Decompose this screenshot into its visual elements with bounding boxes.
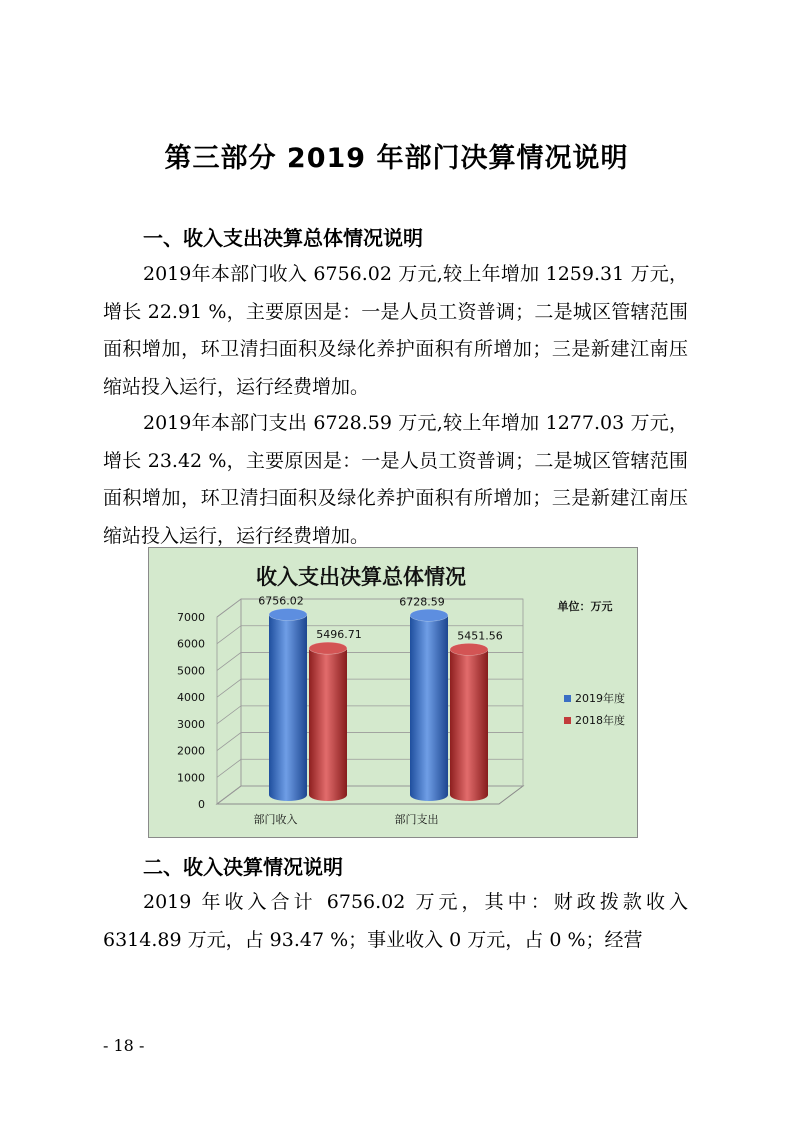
page-number: - 18 - bbox=[103, 1036, 145, 1055]
chart-y-tick-label: 4000 bbox=[177, 691, 205, 705]
chart-y-tick-label: 2000 bbox=[177, 744, 205, 758]
chart-legend-swatch bbox=[564, 695, 571, 702]
page-title: 第三部分 2019 年部门决算情况说明 bbox=[164, 143, 629, 174]
section-heading-2: 二、收入决算情况说明 bbox=[143, 855, 343, 879]
chart-bar bbox=[269, 615, 307, 801]
chart-legend-swatch bbox=[564, 717, 571, 724]
chart-data-label: 6728.59 bbox=[399, 595, 445, 609]
chart-bar bbox=[410, 615, 448, 801]
chart-data-label: 5496.71 bbox=[316, 628, 362, 642]
chart-svg bbox=[149, 548, 636, 836]
chart-data-label: 6756.02 bbox=[258, 594, 304, 608]
chart-bar-top bbox=[450, 643, 488, 655]
chart-side-wall bbox=[217, 599, 241, 804]
chart-unit-label: 单位：万元 bbox=[557, 600, 613, 613]
chart-income-expenditure bbox=[148, 547, 638, 838]
chart-bar-top bbox=[410, 609, 448, 621]
paragraph-expenditure: 2019年本部门支出 6728.59 万元,较上年增加 1277.03 万元，增长 23.42 %，主要原因是：一是人员工资普调；二是城区管辖范围面积增加，环卫清扫面积及绿化养护面积有所增加；三是新建江南压缩站投入运行，运行经费增加。 bbox=[103, 412, 688, 547]
chart-y-tick-label: 5000 bbox=[177, 664, 205, 678]
chart-y-tick-label: 1000 bbox=[177, 771, 205, 785]
chart-bar-top bbox=[309, 642, 347, 654]
paragraph-income-detail: 2019 年收入合计 6756.02 万元，其中：财政拨款收入 6314.89 万元，占 93.47 %；事业收入 0 万元，占 0 %；经营 bbox=[103, 891, 688, 951]
chart-bar bbox=[450, 649, 488, 801]
chart-y-tick-label: 7000 bbox=[177, 611, 205, 624]
paragraph-income: 2019年本部门收入 6756.02 万元,较上年增加 1259.31 万元，增长 22.91 %，主要原因是：一是人员工资普调；二是城区管辖范围面积增加，环卫清扫面积及绿化养护面积有所增加；三是新建江南压缩站投入运行，运行经费增加。 bbox=[103, 263, 688, 398]
chart-legend-label: 2019年度 bbox=[575, 692, 625, 705]
chart-x-tick-label: 部门收入 bbox=[253, 813, 298, 826]
chart-title: 收入支出决算总体情况 bbox=[256, 565, 466, 589]
chart-y-tick-label: 6000 bbox=[177, 637, 205, 651]
chart-y-tick-label: 0 bbox=[198, 798, 205, 811]
chart-bar-top bbox=[269, 609, 307, 621]
chart-bar bbox=[309, 648, 347, 801]
chart-x-tick-label: 部门支出 bbox=[394, 813, 439, 826]
chart-legend-label: 2018年度 bbox=[575, 714, 625, 727]
chart-data-label: 5451.56 bbox=[457, 629, 503, 643]
section-heading-1: 一、收入支出决算总体情况说明 bbox=[143, 226, 423, 250]
chart-y-tick-label: 3000 bbox=[177, 717, 205, 731]
